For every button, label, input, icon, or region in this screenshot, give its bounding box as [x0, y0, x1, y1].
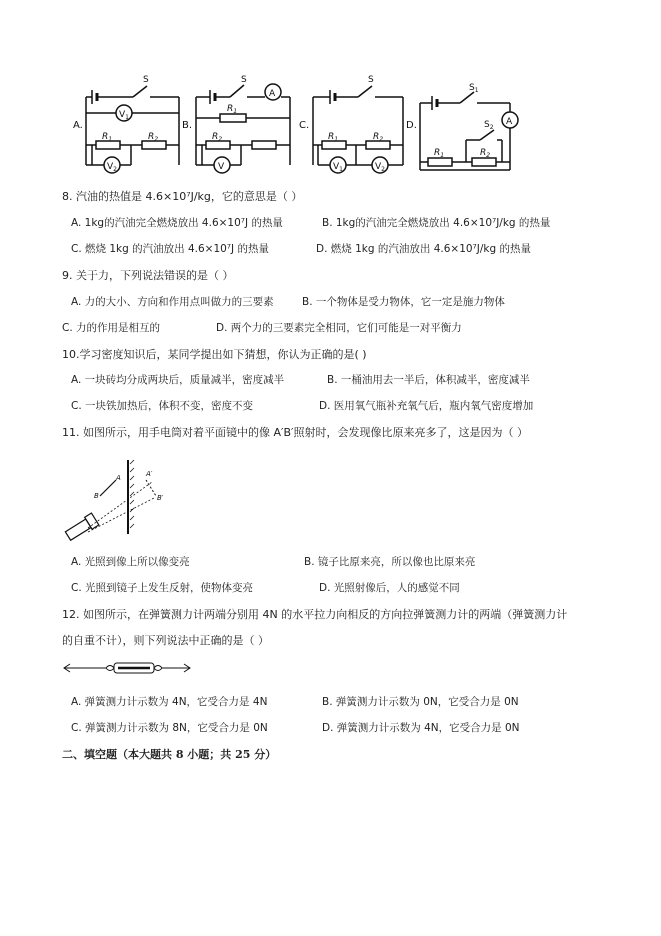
q10-option-a[interactable]: A. 一块砖均分成两块后，质量减半，密度减半 [71, 374, 285, 386]
svg-text:S: S [143, 75, 149, 85]
q9-option-c[interactable]: C. 力的作用是相互的 [62, 322, 161, 334]
q12-stem-line1: 12. 如图所示，在弹簧测力计两端分别用 4N 的水平拉力向相反的方向拉弹簧测力计的两端（弹簧测力计 [62, 608, 568, 621]
svg-text:R1: $R_1$ [328, 132, 339, 143]
circuit-b [196, 84, 290, 173]
svg-text:B′: B′ [157, 494, 164, 502]
svg-text:A: A [116, 474, 121, 482]
q8-option-b[interactable]: B. 1kg的汽油完全燃烧放出 4.6×10⁷J/kg 的热量 [322, 217, 551, 229]
svg-text:R1: $R_1$ [102, 132, 113, 143]
q10-stem: 10.学习密度知识后，某同学提出如下猜想，你认为正确的是( ) [62, 348, 367, 361]
svg-text:A: A [506, 117, 513, 127]
q8-stem: 8. 汽油的热值是 4.6×10⁷J/kg，它的意思是（ ） [62, 190, 303, 203]
circuit-c [313, 86, 403, 173]
svg-text:V1: $V_1$ [333, 162, 343, 173]
q11-stem: 11. 如图所示，用手电筒对着平面镜中的像 A′B′照射时，会发现像比原来亮多了，这是因为（ ） [62, 426, 529, 439]
svg-text:R2: $R_2$ [373, 132, 384, 143]
circuit-a [86, 86, 179, 173]
spring-scale-figure [62, 660, 192, 676]
circuit-c-letter: C. [299, 120, 310, 131]
svg-text:V2: $V_2$ [107, 162, 117, 173]
q12-option-a[interactable]: A. 弹簧测力计示数为 4N，它受合力是 4N [71, 696, 268, 708]
circuit-options-figure [0, 0, 661, 180]
svg-text:A: A [269, 89, 276, 99]
q12-option-d[interactable]: D. 弹簧测力计示数为 4N，它受合力是 0N [322, 722, 520, 734]
circuit-d [420, 92, 518, 170]
q9-option-d[interactable]: D. 两个力的三要素完全相同，它们可能是一对平衡力 [216, 322, 462, 334]
q8-option-d[interactable]: D. 燃烧 1kg 的汽油放出 4.6×10⁷J/kg 的热量 [316, 243, 531, 255]
svg-text:S: S [241, 75, 247, 85]
q12-stem-line2: 的自重不计），则下列说法中正确的是（ ） [62, 634, 269, 647]
svg-text:R2: $R_2$ [212, 132, 223, 143]
q11-option-b[interactable]: B. 镜子比原来亮，所以像也比原来亮 [304, 556, 476, 568]
q12-option-b[interactable]: B. 弹簧测力计示数为 0N，它受合力是 0N [322, 696, 519, 708]
q11-option-c[interactable]: C. 光照到镜子上发生反射，使物体变亮 [71, 582, 254, 594]
svg-text:S1: $S_1$ [469, 83, 479, 94]
svg-text:S: S [368, 75, 374, 85]
q10-option-b[interactable]: B. 一桶油用去一半后，体积减半，密度减半 [327, 374, 530, 386]
q10-option-d[interactable]: D. 医用氧气瓶补充氧气后，瓶内氧气密度增加 [319, 400, 534, 412]
circuit-d-letter: D. [406, 120, 417, 131]
q11-option-a[interactable]: A. 光照到像上所以像变亮 [71, 556, 190, 568]
circuit-a-letter: A. [73, 120, 83, 131]
svg-text:V: V [218, 162, 225, 172]
svg-text:S2: $S_2$ [484, 120, 494, 131]
q9-option-b[interactable]: B. 一个物体是受力物体，它一定是施力物体 [302, 296, 505, 308]
mirror-flashlight-figure [60, 452, 180, 552]
svg-text:R2: $R_2$ [480, 148, 491, 159]
section-2-heading: 二、填空题（本大题共 8 小题；共 25 分） [62, 748, 277, 761]
circuit-b-letter: B. [182, 120, 193, 131]
q8-option-a[interactable]: A. 1kg的汽油完全燃烧放出 4.6×10⁷J 的热量 [71, 217, 283, 229]
q12-option-c[interactable]: C. 弹簧测力计示数为 8N，它受合力是 0N [71, 722, 268, 734]
q9-option-a[interactable]: A. 力的大小、方向和作用点叫做力的三要素 [71, 296, 274, 308]
svg-text:V1: $V_1$ [119, 110, 129, 121]
q10-option-c[interactable]: C. 一块铁加热后，体积不变，密度不变 [71, 400, 254, 412]
svg-text:R1: $R_1$ [227, 104, 238, 115]
svg-text:R1: $R_1$ [434, 148, 445, 159]
svg-text:V2: $V_2$ [375, 162, 385, 173]
svg-text:A′: A′ [146, 470, 153, 478]
q11-option-d[interactable]: D. 光照射像后，人的感觉不同 [319, 582, 460, 594]
q9-stem: 9. 关于力，下列说法错误的是（ ） [62, 269, 234, 282]
svg-text:R2: $R_2$ [148, 132, 159, 143]
svg-text:B: B [94, 492, 99, 500]
q8-option-c[interactable]: C. 燃烧 1kg 的汽油放出 4.6×10⁷J 的热量 [71, 243, 269, 255]
